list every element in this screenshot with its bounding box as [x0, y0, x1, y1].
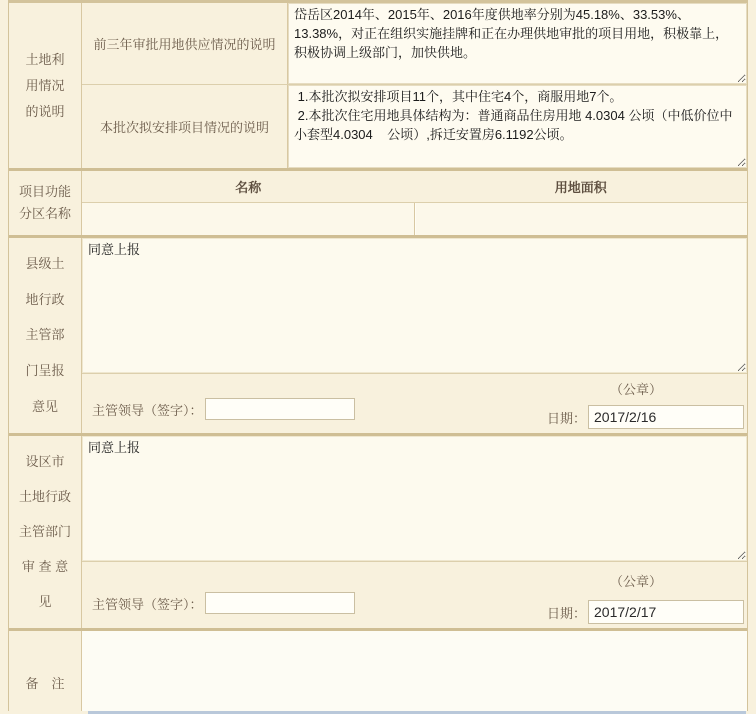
function-zone-input-row: [82, 203, 747, 235]
section-function-zone: [9, 171, 747, 238]
county-opinion-textarea[interactable]: [82, 238, 747, 373]
county-signature-area: [82, 374, 747, 433]
city-date-input[interactable]: [588, 600, 744, 624]
city-opinion-label: [9, 436, 82, 628]
zone-name-header: 名称: [235, 180, 262, 195]
prior-years-supply-textarea[interactable]: [288, 3, 747, 84]
label-line: 见: [38, 594, 52, 610]
zone-area-header: 用地面积: [554, 180, 607, 195]
county-date-label: 日期：: [546, 410, 586, 426]
county-seal-label: （公章）: [609, 382, 662, 397]
remarks-content: [82, 631, 747, 711]
county-sign-label: 主管领导（签字）：: [92, 402, 203, 418]
function-zone-content: [82, 171, 747, 235]
city-sign-label: 主管领导（签字）：: [92, 596, 203, 612]
approval-form-table: [8, 0, 748, 711]
label-line: 分区名称: [18, 206, 71, 221]
prior-years-supply-label: 前三年审批用地供应情况的说明: [82, 3, 288, 84]
county-date-row: [547, 405, 744, 429]
current-batch-projects-textarea[interactable]: [288, 85, 747, 168]
county-opinion-content: [82, 238, 747, 433]
city-seal-label: （公章）: [609, 574, 662, 589]
current-batch-projects-row: [82, 84, 747, 168]
remarks-label: [9, 631, 82, 711]
zone-name-input[interactable]: [82, 203, 414, 235]
label-line: 县级土: [25, 255, 65, 271]
label-line: 土地行政: [18, 488, 71, 504]
city-opinion-textarea[interactable]: [82, 436, 747, 561]
prior-years-supply-field-cell: [288, 3, 747, 84]
function-zone-label: [9, 171, 82, 235]
prior-years-supply-row: [82, 3, 747, 84]
remarks-textarea[interactable]: [82, 631, 747, 711]
label-line: 用情况: [25, 77, 65, 93]
city-date-row: [547, 600, 744, 624]
county-sign-row: [92, 398, 355, 420]
land-use-explanation-content: [82, 3, 747, 168]
county-opinion-label: [9, 238, 82, 433]
section-city-opinion: [9, 436, 747, 631]
label-line: 土地利: [25, 51, 65, 67]
zone-name-cell: [82, 203, 415, 235]
label-line: 意见: [31, 399, 58, 415]
county-date-input[interactable]: [588, 405, 744, 429]
county-sign-input[interactable]: [205, 398, 355, 420]
city-sign-row: [92, 592, 355, 614]
city-opinion-field-cell: [82, 436, 747, 562]
label-line: 主管部: [25, 327, 65, 343]
function-zone-header-row: [82, 171, 747, 203]
city-signature-area: [82, 562, 747, 628]
label-line: 审 查 意: [21, 559, 69, 575]
current-batch-projects-field-cell: [288, 85, 747, 168]
zone-area-cell: [415, 203, 748, 235]
city-date-label: 日期：: [546, 605, 586, 621]
section-land-use-explanation: [9, 3, 747, 171]
label-line: 的说明: [25, 103, 65, 119]
zone-area-input[interactable]: [416, 203, 748, 235]
section-remarks: [9, 631, 747, 711]
label-line: 项目功能: [18, 184, 71, 199]
label-line: 地行政: [25, 291, 65, 307]
county-opinion-field-cell: [82, 238, 747, 374]
label-line: 门呈报: [25, 363, 65, 379]
current-batch-projects-label: 本批次拟安排项目情况的说明: [82, 85, 288, 168]
label-line: 备 注: [25, 676, 65, 691]
label-line: 主管部门: [18, 523, 71, 539]
city-opinion-content: [82, 436, 747, 628]
city-sign-input[interactable]: [205, 592, 355, 614]
land-use-explanation-label: [9, 3, 82, 168]
section-county-opinion: [9, 238, 747, 436]
label-line: 设区市: [25, 453, 65, 469]
